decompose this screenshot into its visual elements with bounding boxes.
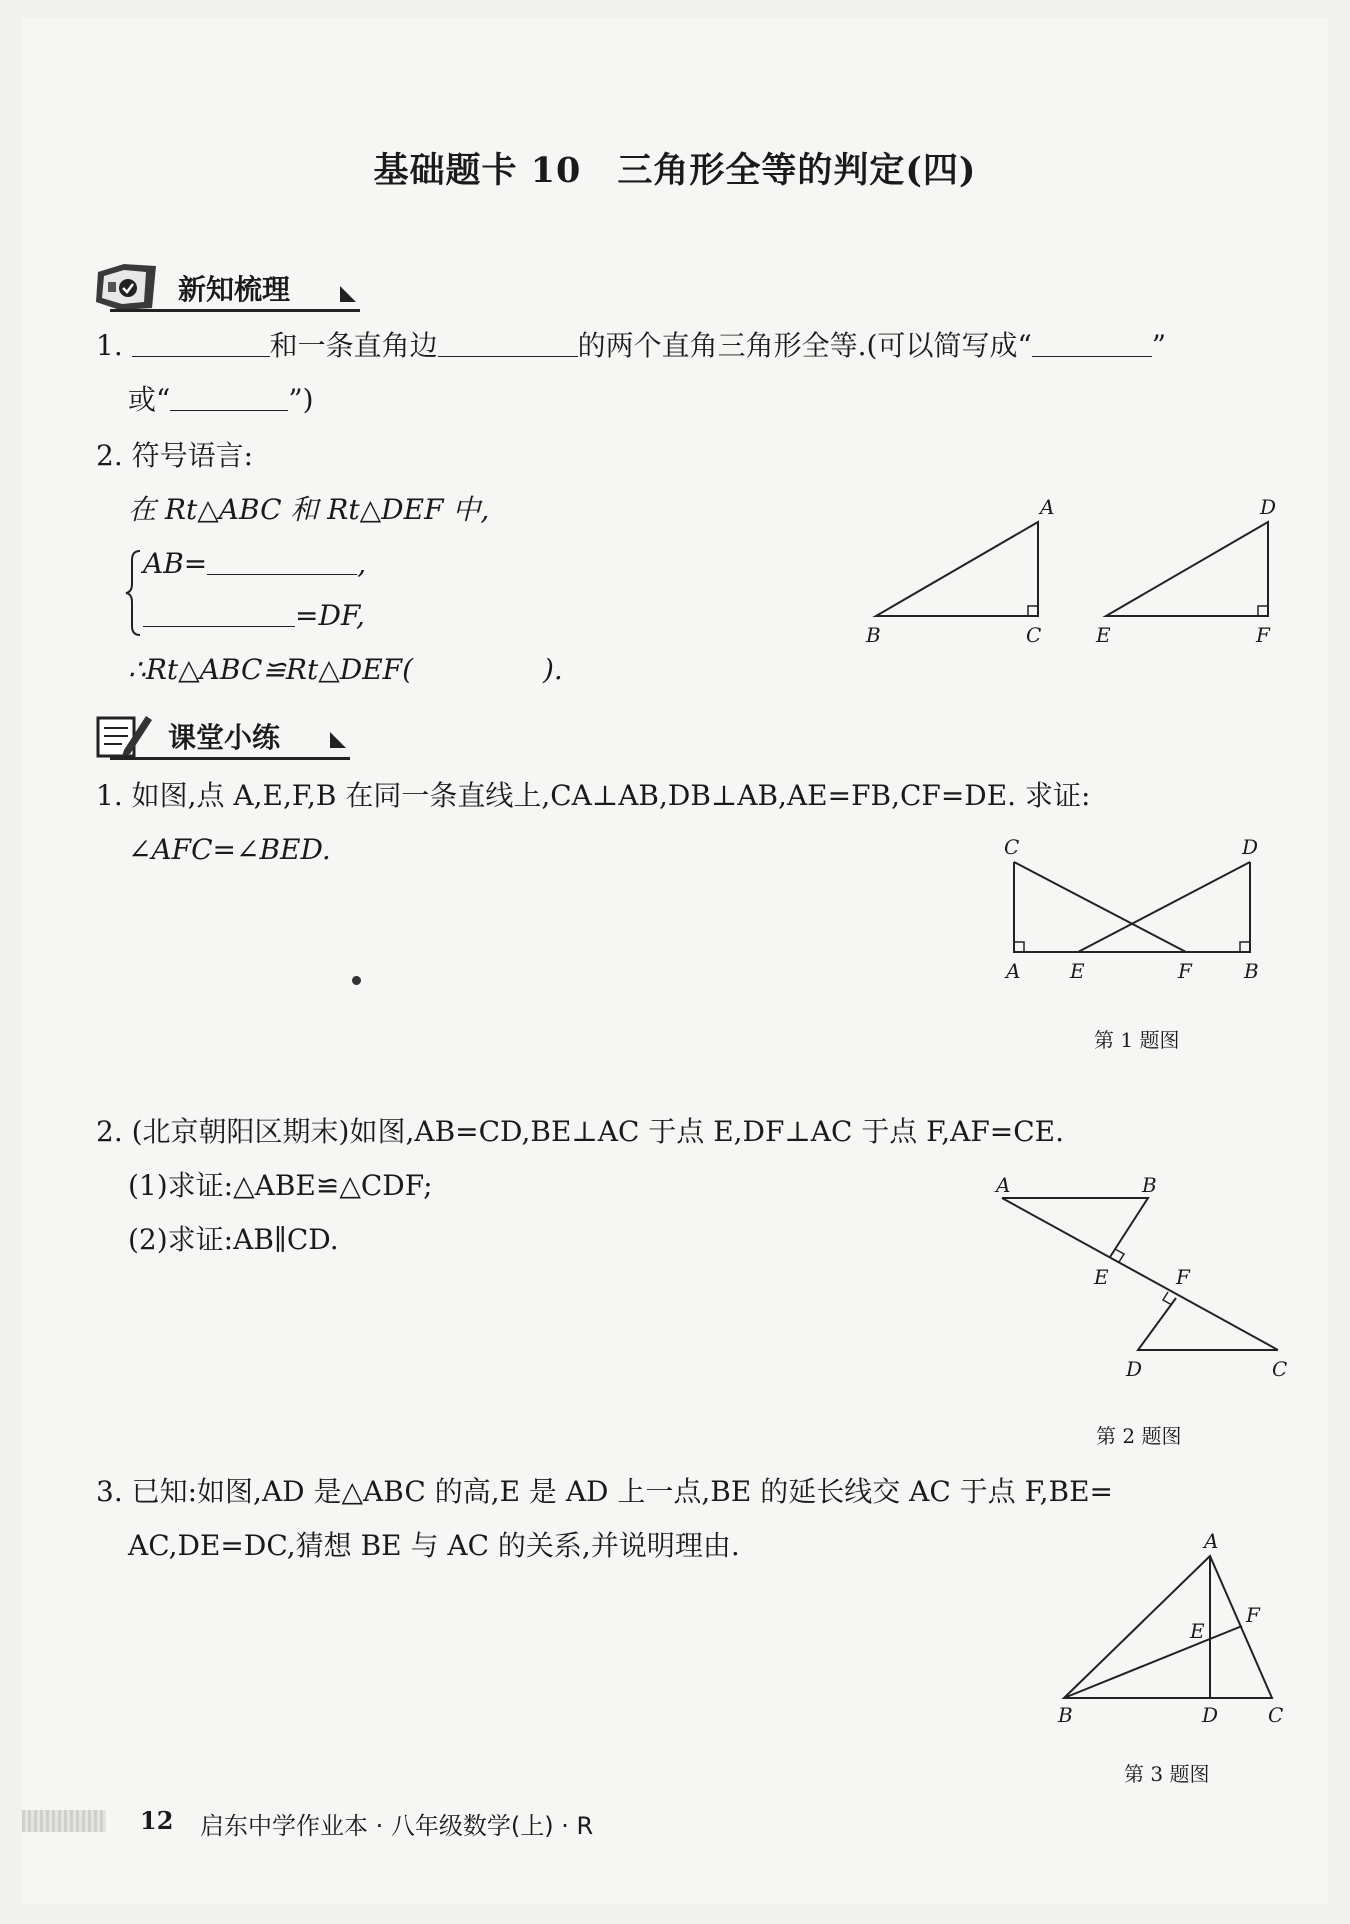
knowledge-q2-eq1-pre: AB= xyxy=(143,547,208,580)
knowledge-q2-eq1 xyxy=(143,544,366,584)
label-a: A xyxy=(1040,495,1055,519)
p2-label-f: F xyxy=(1176,1265,1190,1289)
p3-label-c: C xyxy=(1268,1703,1284,1726)
figure-right-triangles xyxy=(860,490,1280,660)
section-title-practice: 课堂小练 xyxy=(168,721,281,754)
knowledge-q2-number: 2. xyxy=(96,439,123,472)
section-header-practice xyxy=(94,706,364,766)
label-e: E xyxy=(1096,623,1111,647)
problem-1-line1: 1. 如图,点 A,E,F,B 在同一条直线上,CA⊥AB,DB⊥AB,AE=FB,CF=DE. 求证: xyxy=(96,779,1091,812)
figure-problem-3 xyxy=(1040,1526,1310,1726)
knowledge-q2-eq2-post: =DF, xyxy=(295,599,365,632)
knowledge-q2-label: 符号语言: xyxy=(131,439,254,472)
knowledge-q1-line2-post: ”) xyxy=(288,383,314,416)
knowledge-q2-blank-2[interactable] xyxy=(143,596,295,627)
knowledge-q1-blank-1[interactable] xyxy=(132,326,270,357)
knowledge-q2-heading xyxy=(96,436,253,476)
knowledge-q1-number: 1. xyxy=(96,329,123,362)
p1-label-d: D xyxy=(1242,835,1259,859)
label-d: D xyxy=(1260,495,1277,519)
knowledge-q2-eq1-post: , xyxy=(357,547,367,580)
brace-symbol xyxy=(124,548,144,638)
knowledge-q1-blank-3[interactable] xyxy=(1032,326,1152,357)
label-f: F xyxy=(1256,623,1270,647)
knowledge-q2-conclusion xyxy=(128,650,563,690)
knowledge-q1-line2 xyxy=(128,380,314,420)
triangle-def xyxy=(1095,495,1276,647)
label-c: C xyxy=(1026,623,1042,647)
p2-label-c: C xyxy=(1272,1357,1288,1381)
corner-triangle-icon xyxy=(338,284,358,304)
p3-label-b: B xyxy=(1058,1703,1073,1726)
knowledge-q1-blank-4[interactable] xyxy=(170,380,288,411)
book-icon xyxy=(94,258,164,314)
p2-label-e: E xyxy=(1094,1265,1109,1289)
knowledge-q1-line2-pre: 或“ xyxy=(128,383,171,416)
problem-2-caption: 第 2 题图 xyxy=(1096,1424,1182,1448)
p1-label-f: F xyxy=(1178,959,1192,982)
problem-2-sub1: (1)求证:△ABE≌△CDF; xyxy=(128,1169,433,1202)
knowledge-q1-blank-2[interactable] xyxy=(438,326,578,357)
problem-3-line2: AC,DE=DC,猜想 BE 与 AC 的关系,并说明理由. xyxy=(128,1529,740,1562)
knowledge-q1-text-b: 的两个直角三角形全等.(可以简写成“ xyxy=(577,329,1032,362)
figure-problem-2 xyxy=(980,1166,1300,1386)
p1-label-c: C xyxy=(1004,835,1020,859)
p2-label-a: A xyxy=(996,1173,1011,1197)
knowledge-q1-text-a: 和一条直角边 xyxy=(269,329,438,362)
p2-label-b: B xyxy=(1142,1173,1157,1197)
knowledge-q2-conclusion-pre: ∴Rt△ABC≌Rt△DEF( xyxy=(128,653,413,686)
section-header-new-knowledge xyxy=(94,258,364,318)
p3-label-f: F xyxy=(1246,1603,1260,1627)
p1-label-b: B xyxy=(1244,959,1259,982)
notebook-pencil-icon xyxy=(94,706,160,762)
problem-3-caption: 第 3 题图 xyxy=(1124,1762,1210,1786)
p2-label-d: D xyxy=(1126,1357,1143,1381)
problem-2-sub2: (2)求证:AB∥CD. xyxy=(128,1223,339,1256)
book-title: 启东中学作业本 · 八年级数学(上) · R xyxy=(200,1812,594,1840)
label-b: B xyxy=(866,623,881,647)
page-title: 基础题卡 10 三角形全等的判定(四) xyxy=(373,150,977,191)
footer-pattern xyxy=(22,1810,106,1832)
corner-triangle-icon xyxy=(328,730,348,750)
p3-label-e: E xyxy=(1190,1619,1205,1643)
knowledge-q2-eq2 xyxy=(143,596,365,636)
knowledge-q1-text-c: ” xyxy=(1151,329,1167,362)
knowledge-q2-blank-1[interactable] xyxy=(207,544,357,575)
p3-label-d: D xyxy=(1202,1703,1219,1726)
problem-1-line2: ∠AFC=∠BED. xyxy=(128,833,331,866)
triangle-abc xyxy=(865,495,1054,647)
knowledge-q2-conclusion-post: ). xyxy=(543,653,563,686)
knowledge-q1-line1 xyxy=(96,326,1166,366)
problem-1-caption: 第 1 题图 xyxy=(1094,1028,1180,1052)
problem-3-line1: 3. 已知:如图,AD 是△ABC 的高,E 是 AD 上一点,BE 的延长线交 AC 于点 F,BE= xyxy=(96,1475,1114,1508)
figure-problem-1 xyxy=(990,832,1290,982)
p1-label-a: A xyxy=(1006,959,1021,982)
p1-label-e: E xyxy=(1070,959,1085,982)
knowledge-q2-statement: 在 Rt△ABC 和 Rt△DEF 中, xyxy=(128,493,490,526)
problem-2-line1: 2. (北京朝阳区期末)如图,AB=CD,BE⊥AC 于点 E,DF⊥AC 于点 F,AF=CE. xyxy=(96,1115,1065,1148)
p3-label-a: A xyxy=(1204,1529,1219,1553)
page-number: 12 xyxy=(140,1806,174,1835)
section-title-new-knowledge: 新知梳理 xyxy=(178,273,291,306)
